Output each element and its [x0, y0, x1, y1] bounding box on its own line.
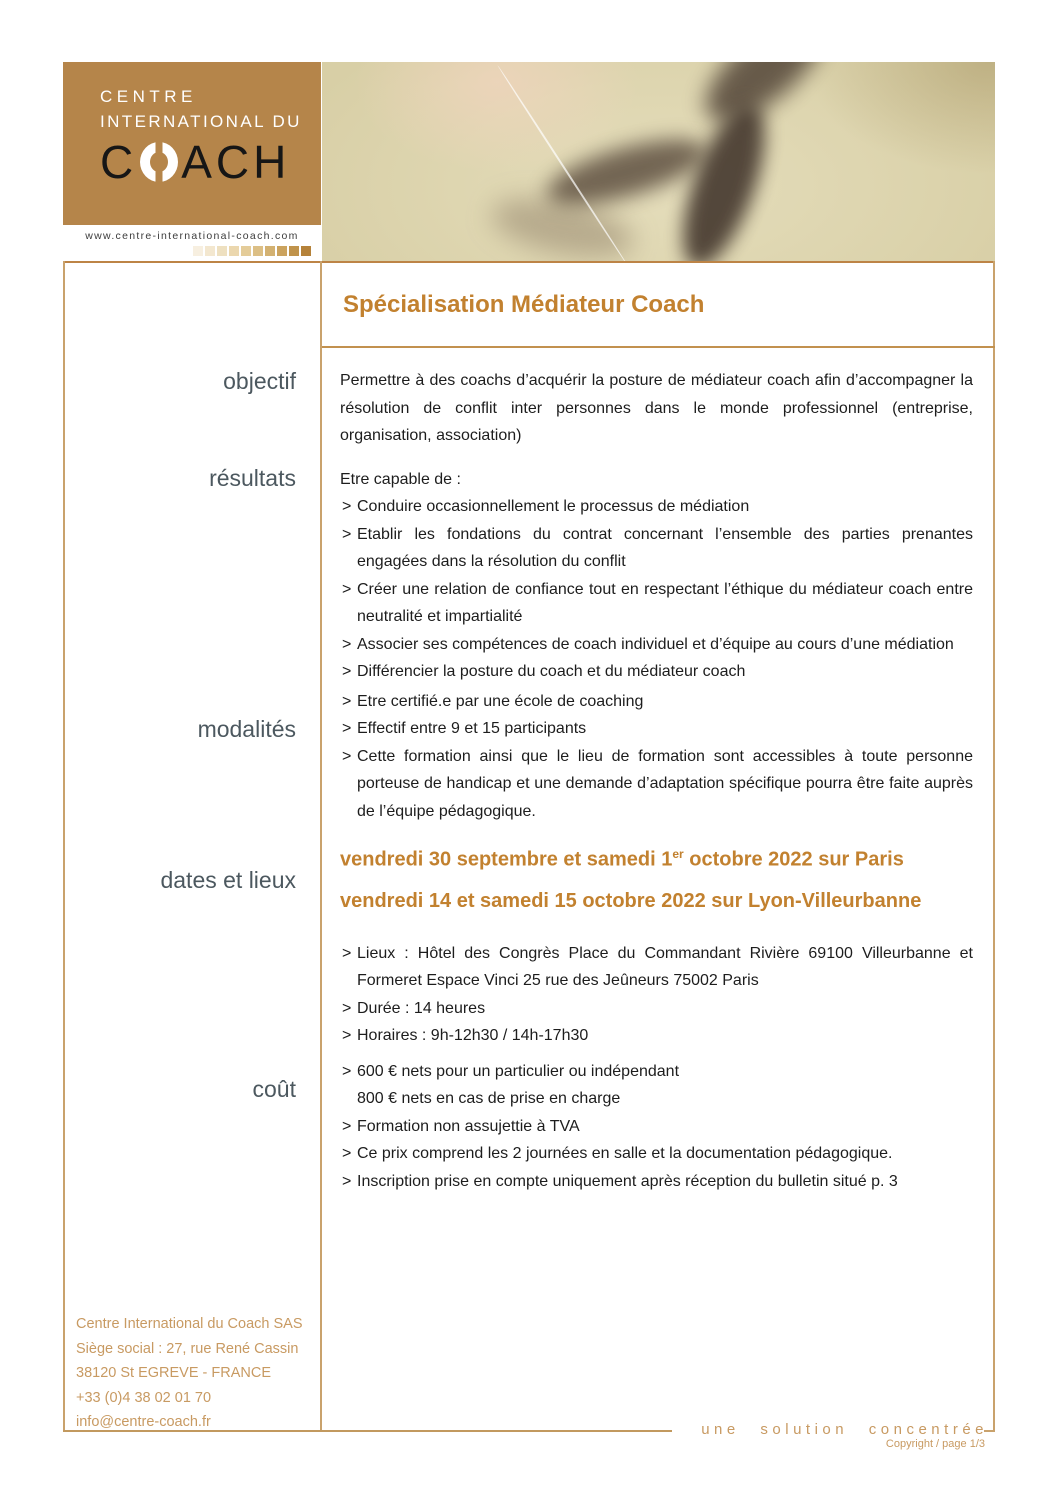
gradient-square	[229, 246, 239, 256]
contact-block	[76, 1312, 303, 1435]
list-item: > Etre certifié.e par une école de coaching	[340, 688, 973, 716]
objectif-paragraph: Permettre à des coachs d’acquérir la posture de médiateur coach afin d’accompagner la résolution de conflit inter personnes dans le monde professionnel (entreprise, organisation, association)	[340, 372, 973, 444]
list-item: > Ce prix comprend les 2 journées en salle et la documentation pédagogique.	[340, 1140, 973, 1168]
brand-logo	[63, 62, 321, 225]
gradient-square	[193, 246, 203, 256]
bullet-marker: >	[342, 747, 352, 765]
list-subitem: 800 € nets en cas de prise en charge	[357, 1090, 621, 1108]
coach-ring-o-icon	[140, 142, 178, 182]
list-item: > Horaires : 9h-12h30 / 14h-17h30	[340, 1022, 973, 1050]
brand-website-link[interactable]: www.centre-international-coach.com	[85, 230, 299, 242]
gradient-square	[289, 246, 299, 256]
contact-email-link[interactable]: info@centre-coach.fr	[76, 1414, 211, 1430]
brand-tagline: une solution concentrée	[701, 1421, 988, 1438]
list-item: > Inscription prise en compte uniquement après réception du bulletin situé p. 3	[340, 1168, 973, 1196]
contact-company: Centre International du Coach SAS	[76, 1316, 303, 1332]
bullet-marker: >	[342, 1172, 352, 1190]
frame-left-border	[63, 261, 65, 1432]
brand-name-line2: INTERNATIONAL DU	[100, 112, 302, 131]
modalites-list	[340, 688, 973, 826]
bullet-marker: >	[342, 944, 352, 962]
list-item: > Effectif entre 9 et 15 participants	[340, 715, 973, 743]
bullet-marker: >	[342, 1027, 352, 1045]
bullet-marker: >	[342, 635, 352, 653]
bullet-marker: >	[342, 498, 352, 515]
list-item: > Etablir les fondations du contrat concernant l’ensemble des parties prenantes engagées dans la résolution du conflit	[340, 521, 973, 576]
brand-url-strip	[63, 225, 321, 262]
date-heading-lyon: vendredi 14 et samedi 15 octobre 2022 sur Lyon-Villeurbanne	[340, 889, 922, 912]
bullet-marker: >	[342, 1145, 352, 1163]
list-item: > Créer une relation de confiance tout en respectant l’éthique du médiateur coach entre neutralité et impartialité	[340, 576, 973, 631]
bullet-marker: >	[342, 525, 352, 543]
section-label-resultats: résultats	[209, 465, 296, 491]
ordinal-superscript: er	[672, 847, 684, 861]
contact-address-line1: Siège social : 27, rue René Cassin	[76, 1340, 299, 1357]
section-label-cout: coût	[252, 1076, 296, 1102]
cout-list	[340, 1058, 973, 1196]
hero-photo-flying-bird	[322, 62, 995, 262]
content-body	[322, 367, 993, 1195]
bullet-marker: >	[342, 580, 352, 598]
wordmark-letters-ach: ACH	[181, 136, 291, 188]
gradient-square	[205, 246, 215, 256]
section-label-modalites: modalités	[197, 716, 296, 742]
list-item: > Durée : 14 heures	[340, 995, 973, 1023]
brand-name-line1: CENTRE	[100, 87, 197, 106]
date-heading-paris: vendredi 30 septembre et samedi 1er octobre 2022 sur Paris	[340, 847, 904, 871]
bullet-marker: >	[342, 692, 352, 710]
resultats-intro: Etre capable de :	[340, 470, 461, 488]
bullet-marker: >	[342, 1062, 352, 1080]
bullet-marker: >	[342, 663, 352, 680]
contact-phone: +33 (0)4 38 02 01 70	[76, 1389, 212, 1406]
bullet-marker: >	[342, 1117, 352, 1135]
list-item: > Cette formation ainsi que le lieu de formation sont accessibles à toute personne porteuse de handicap et une demande d’adaptation spécifique pourra être faite auprès de l’équipe pédagogique.	[340, 743, 973, 826]
section-label-objectif: objectif	[223, 368, 296, 394]
resultats-list	[340, 493, 973, 686]
list-item: > 600 € nets pour un particulier ou indépendant	[340, 1058, 973, 1086]
list-item: > Conduire occasionnellement le processus de médiation	[340, 493, 973, 521]
wordmark-letter-c: C	[100, 136, 138, 188]
dates-list	[340, 940, 973, 1050]
gradient-square	[301, 246, 311, 256]
content-column	[322, 263, 993, 1195]
list-item: > Associer ses compétences de coach individuel et d’équipe au cours d’une médiation	[340, 631, 973, 659]
frame-right-border	[993, 261, 995, 1432]
bullet-marker: >	[342, 720, 352, 737]
list-item: > Formation non assujettie à TVA	[340, 1113, 973, 1141]
gradient-square	[265, 246, 275, 256]
contact-address-line2: 38120 St EGREVE - FRANCE	[76, 1365, 272, 1381]
title-block	[322, 263, 993, 346]
gradient-square	[217, 246, 227, 256]
brand-gradient-squares	[193, 246, 311, 256]
brand-wordmark-coach	[100, 136, 321, 188]
list-item: > Lieux : Hôtel des Congrès Place du Commandant Rivière 69100 Villeurbanne et Formeret Espace Vinci 25 rue des Jeûneurs 75002 Paris	[340, 940, 973, 995]
gradient-square	[277, 246, 287, 256]
bullet-marker: >	[342, 999, 352, 1017]
gradient-square	[241, 246, 251, 256]
section-label-dates-et-lieux: dates et lieux	[160, 867, 296, 893]
gradient-square	[253, 246, 263, 256]
list-item: > Différencier la posture du coach et du médiateur coach	[340, 658, 973, 686]
copyright-page-number: Copyright / page 1/3	[885, 1438, 985, 1450]
page-title: Spécialisation Médiateur Coach	[343, 290, 705, 318]
